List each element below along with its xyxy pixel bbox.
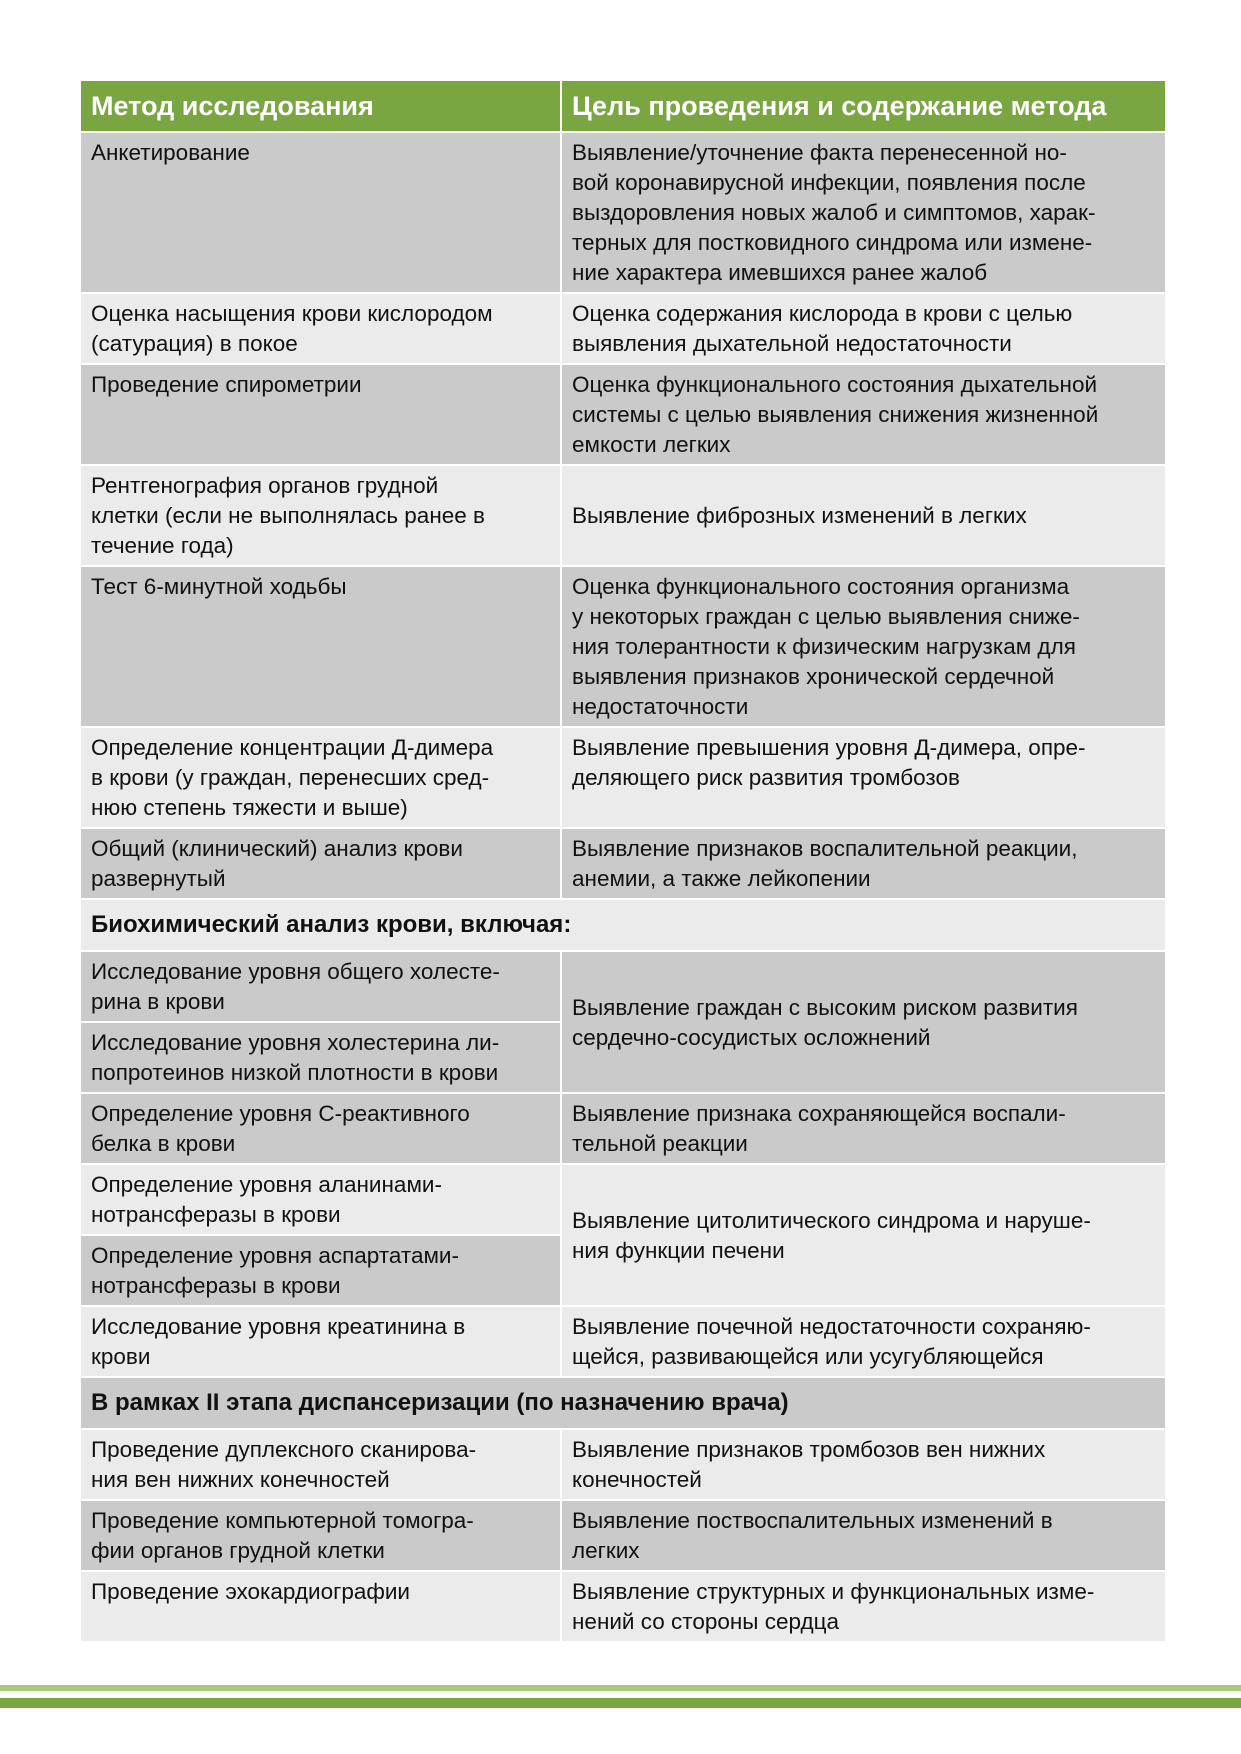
examination-table [79,79,1167,1643]
purpose-cell: Выявление превышения уровня Д-димера, опре- деляющего риск развития тромбозов [561,727,1166,828]
table-row [80,293,1166,364]
method-cell: Проведение компьютерной томогра- фии органов грудной клетки [80,1500,561,1571]
table-row [80,1093,1166,1164]
method-cell: Исследование уровня креатинина в крови [80,1306,561,1377]
table-row [80,828,1166,899]
purpose-cell: Выявление цитолитического синдрома и наруше- ния функции печени [561,1164,1166,1306]
purpose-cell: Выявление структурных и функциональных изме- нений со стороны сердца [561,1571,1166,1642]
purpose-cell: Оценка содержания кислорода в крови с целью выявления дыхательной недостаточности [561,293,1166,364]
footer-divider-light [0,1685,1241,1691]
table-row [80,727,1166,828]
method-cell: Исследование уровня холестерина ли- попротеинов низкой плотности в крови [80,1022,561,1093]
section-heading-row [80,899,1166,951]
purpose-cell: Выявление признаков воспалительной реакции, анемии, а также лейкопении [561,828,1166,899]
method-cell: Проведение спирометрии [80,364,561,465]
table-row [80,1571,1166,1642]
table-row [80,1164,1166,1235]
method-cell: Исследование уровня общего холесте- рина в крови [80,951,561,1022]
purpose-cell: Выявление почечной недостаточности сохраняю- щейся, развивающейся или усугубляющейся [561,1306,1166,1377]
method-cell: Определение уровня С-реактивного белка в крови [80,1093,561,1164]
table-row [80,364,1166,465]
method-cell: Определение уровня аланинами- нотрансферазы в крови [80,1164,561,1235]
header-method: Метод исследования [80,80,561,132]
method-cell: Определение уровня аспартатами- нотрансферазы в крови [80,1235,561,1306]
table-row [80,132,1166,293]
purpose-cell: Выявление признака сохраняющейся воспали- тельной реакции [561,1093,1166,1164]
method-cell: Рентгенография органов грудной клетки (если не выполнялась ранее в течение года) [80,465,561,566]
section-heading-stage-two: В рамках II этапа диспансеризации (по назначению врача) [80,1377,1166,1429]
purpose-cell: Оценка функционального состояния организма у некоторых граждан с целью выявления сниже- ния толерантности к физическим нагрузкам для выявления признаков хронической сердечной недостаточности [561,566,1166,727]
table-row [80,566,1166,727]
footer-divider-dark [0,1698,1241,1708]
table-row [80,1306,1166,1377]
method-cell: Проведение эхокардиографии [80,1571,561,1642]
purpose-cell: Выявление признаков тромбозов вен нижних конечностей [561,1429,1166,1500]
purpose-cell: Оценка функционального состояния дыхательной системы с целью выявления снижения жизненной емкости легких [561,364,1166,465]
method-cell: Тест 6-минутной ходьбы [80,566,561,727]
method-cell: Проведение дуплексного сканирова- ния вен нижних конечностей [80,1429,561,1500]
purpose-cell: Выявление/уточнение факта перенесенной но- вой коронавирусной инфекции, появления после выздоровления новых жалоб и симптомов, харак- терных для постковидного синдрома или измене- ние характера имевшихся ранее жалоб [561,132,1166,293]
section-heading-biochemistry: Биохимический анализ крови, включая: [80,899,1166,951]
table-row [80,951,1166,1022]
table-row [80,1500,1166,1571]
purpose-cell: Выявление фиброзных изменений в легких [561,465,1166,566]
table-header-row [80,80,1166,132]
section-heading-row [80,1377,1166,1429]
method-cell: Оценка насыщения крови кислородом (сатурация) в покое [80,293,561,364]
method-cell: Определение концентрации Д-димера в крови (у граждан, перенесших сред- нюю степень тяжести и выше) [80,727,561,828]
purpose-cell: Выявление граждан с высоким риском развития сердечно-сосудистых осложнений [561,951,1166,1093]
header-purpose: Цель проведения и содержание метода [561,80,1166,132]
table-row [80,1429,1166,1500]
method-cell: Общий (клинический) анализ крови развернутый [80,828,561,899]
table-row [80,465,1166,566]
method-cell: Анкетирование [80,132,561,293]
purpose-cell: Выявление поствоспалительных изменений в легких [561,1500,1166,1571]
